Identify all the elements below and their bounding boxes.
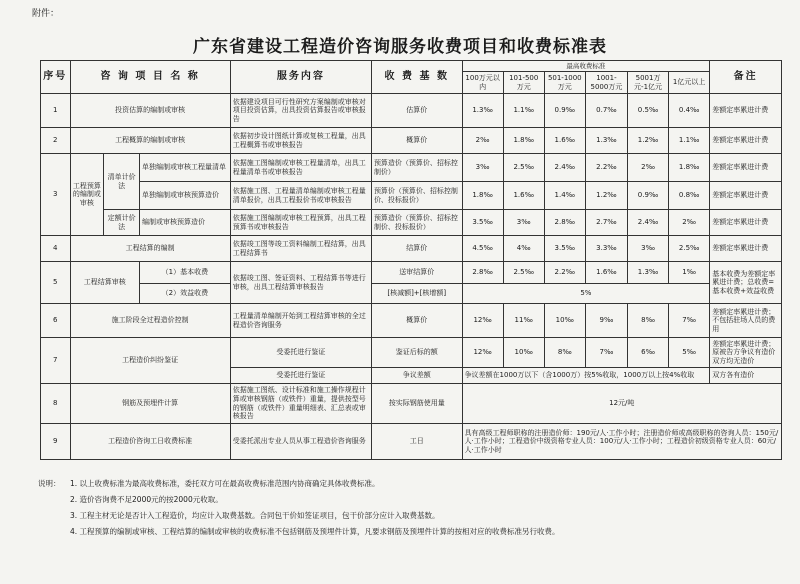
row-base: [核减额]+[核增额] [371, 284, 462, 304]
row-service: 依据施工图纸、设计标准和施工操作规程计算或审核钢筋（或铁件）重量，提供按型号的钢筋（或铁件）重量明细表、汇总表或审核报告 [230, 384, 371, 424]
row-no: 1 [41, 94, 71, 128]
rate-cell: 10‰ [503, 338, 544, 368]
rate-cell: 4‰ [503, 236, 544, 262]
rate-cell: 0.9‰ [544, 94, 585, 128]
header-bracket: 100万元以内 [462, 72, 503, 94]
rate-cell: 2.8‰ [544, 210, 585, 236]
row-sub-label: （2）效益收费 [140, 284, 231, 304]
row-service: 依据建设项目可行性研究方案编制或审核对项目投资估算，出具投资估算报告或审核报告 [230, 94, 371, 128]
rate-cell: 1.3‰ [585, 128, 627, 154]
rate-cell: 2‰ [462, 128, 503, 154]
header-max-rate: 最高收费标准 [462, 61, 710, 72]
note-line: 2. 造价咨询费不足2000元的按2000元收取。 [70, 495, 223, 504]
rate-cell: 1.8‰ [669, 154, 710, 182]
table-row [41, 262, 782, 284]
table-row [41, 236, 782, 262]
row-remark: 差额定率累进计费；不包括驻场人员的费用 [710, 304, 782, 338]
row-service: 受委托派出专业人员从事工程造价咨询服务 [230, 424, 371, 460]
table-row [41, 284, 782, 304]
rate-cell: 1.1‰ [669, 128, 710, 154]
rate-cell: 12‰ [462, 304, 503, 338]
row-sub-label: 定额计价法 [104, 210, 140, 236]
table-row [41, 338, 782, 368]
rate-cell: 5% [462, 284, 710, 304]
table-row [41, 424, 782, 460]
rate-cell: 1.6‰ [585, 262, 627, 284]
fee-standard-table [40, 60, 782, 460]
rate-cell: 3.3‰ [585, 236, 627, 262]
row-service: 依据施工图、工程量清单编制或审核工程量清单报价，出具工程报价书或审核报告 [230, 182, 371, 210]
rate-cell: 12‰ [462, 338, 503, 368]
table-row [41, 128, 782, 154]
rate-cell: 12元/吨 [462, 384, 781, 424]
rate-cell: 7‰ [669, 304, 710, 338]
row-no: 7 [41, 338, 71, 384]
rate-cell: 2.5‰ [669, 236, 710, 262]
header-bracket: 5001万元-1亿元 [628, 72, 669, 94]
rate-cell: 2‰ [628, 154, 669, 182]
rate-cell: 2‰ [669, 210, 710, 236]
note-line: 3. 工程主材无论是否计入工程造价，均应计入取费基数。合同包干价如签证项目，包干价部分应计入取费基数。 [70, 511, 440, 520]
rate-cell: 4.5‰ [462, 236, 503, 262]
notes-label: 说明： [38, 479, 61, 488]
rate-cell: 3.5‰ [462, 210, 503, 236]
row-base: 概算价 [371, 304, 462, 338]
rate-cell: 2.2‰ [544, 262, 585, 284]
rate-cell: 3‰ [628, 236, 669, 262]
row-remark: 差额定率累进计费 [710, 210, 782, 236]
attachment-label: 附件： [32, 9, 60, 19]
rate-cell: 0.8‰ [669, 182, 710, 210]
rate-cell: 6‰ [628, 338, 669, 368]
row-group-label: 工程预算的编制或审核 [70, 154, 104, 236]
header-remark: 备注 [710, 61, 782, 94]
note-line: 1. 以上收费标准为最高收费标准，委托双方可在最高收费标准范围内协商确定具体收费标准。 [70, 479, 380, 488]
rate-cell: 具有高级工程师职称的注册造价师：190元/人·工作小时；注册造价师或高级职称的咨询人员：150元/人·工作小时；工程造价中级资格专业人员：100元/人·工作小时；工程造价初级资格专业人员：60元/人·工作小时 [462, 424, 781, 460]
rate-cell: 1.4‰ [544, 182, 585, 210]
row-remark: 基本收费为差额定率累进计费；总收费=基本收费+效益收费 [710, 262, 782, 304]
header-bracket: 101-500万元 [503, 72, 544, 94]
rate-cell: 3‰ [462, 154, 503, 182]
row-service: 依据施工图编制或审核工程量清单，出具工程量清单书或审核报告 [230, 154, 371, 182]
note-line: 4. 工程预算的编制或审核、工程结算的编制或审核的收费标准不包括钢筋及预埋件计算，凡要求钢筋及预埋件计算的按相对应的收费标准另行收费。 [70, 527, 560, 536]
rate-cell: 8‰ [628, 304, 669, 338]
row-item-name: 单独编制或审核工程量清单 [140, 154, 231, 182]
row-base: 鉴证后标的额 [371, 338, 462, 368]
row-item-name: 钢筋及预埋件计算 [70, 384, 230, 424]
rate-cell: 0.5‰ [628, 94, 669, 128]
row-no: 2 [41, 128, 71, 154]
row-item-name: 工程造价咨询工日收费标准 [70, 424, 230, 460]
row-service: 依据施工图编制或审核工程预算，出具工程预算书或审核报告 [230, 210, 371, 236]
row-item-name: 投资估算的编制或审核 [70, 94, 230, 128]
rate-cell: 1.8‰ [462, 182, 503, 210]
row-remark: 差额定率累进计费 [710, 128, 782, 154]
rate-cell: 0.7‰ [585, 94, 627, 128]
rate-cell: 1.6‰ [503, 182, 544, 210]
row-base: 按实际钢筋使用量 [371, 384, 462, 424]
row-remark: 差额定率累进计费 [710, 182, 782, 210]
row-no: 8 [41, 384, 71, 424]
header-base: 收 费 基 数 [371, 61, 462, 94]
row-item-name: 单独编制或审核预算造价 [140, 182, 231, 210]
rate-cell: 1.6‰ [544, 128, 585, 154]
rate-cell: 5‰ [669, 338, 710, 368]
row-service: 依据初步设计图纸计算或复核工程量，出具工程概算书或审核报告 [230, 128, 371, 154]
rate-cell: 1.3‰ [462, 94, 503, 128]
row-item-name: 工程概算的编制或审核 [70, 128, 230, 154]
row-item-name: 工程造价纠纷鉴证 [70, 338, 230, 384]
rate-cell: 1.2‰ [585, 182, 627, 210]
row-no: 4 [41, 236, 71, 262]
rate-cell: 10‰ [544, 304, 585, 338]
page-title: 广东省建设工程造价咨询服务收费项目和收费标准表 [193, 37, 607, 57]
header-bracket: 1亿元以上 [669, 72, 710, 94]
row-service: 依据竣工图等竣工资料编制工程结算，出具工程结算书 [230, 236, 371, 262]
header-bracket: 1001-5000万元 [585, 72, 627, 94]
row-base: 概算价 [371, 128, 462, 154]
rate-cell: 2.8‰ [462, 262, 503, 284]
table-row [41, 304, 782, 338]
row-no: 3 [41, 154, 71, 236]
rate-cell: 2.4‰ [628, 210, 669, 236]
table-row [41, 94, 782, 128]
row-base: 争议差额 [371, 368, 462, 384]
row-base: 送审结算价 [371, 262, 462, 284]
rate-cell: 1.1‰ [503, 94, 544, 128]
row-remark: 差额定率累进计费 [710, 94, 782, 128]
rate-cell: 2.5‰ [503, 262, 544, 284]
row-service: 依据竣工图、签证资料、工程结算书等进行审核，出具工程结算审核报告 [230, 262, 371, 304]
row-base: 结算价 [371, 236, 462, 262]
row-sub-label: 清单计价法 [104, 154, 140, 210]
table-row [41, 182, 782, 210]
table-row [41, 384, 782, 424]
rate-cell: 1‰ [669, 262, 710, 284]
row-no: 9 [41, 424, 71, 460]
rate-cell: 3‰ [503, 210, 544, 236]
row-base: 估算价 [371, 94, 462, 128]
rate-cell: 2.4‰ [544, 154, 585, 182]
row-remark: 差额定率累进计费 [710, 236, 782, 262]
row-no: 6 [41, 304, 71, 338]
rate-cell: 9‰ [585, 304, 627, 338]
rate-cell: 2.5‰ [503, 154, 544, 182]
rate-cell: 1.2‰ [628, 128, 669, 154]
header-item-name: 咨 询 项 目 名 称 [70, 61, 230, 94]
rate-cell: 1.3‰ [628, 262, 669, 284]
header-bracket: 501-1000万元 [544, 72, 585, 94]
rate-cell: 8‰ [544, 338, 585, 368]
row-item-name: 编制或审核预算造价 [140, 210, 231, 236]
row-item-name: 工程结算审核 [70, 262, 140, 304]
rate-cell: 2.2‰ [585, 154, 627, 182]
row-sub-label: （1）基本收费 [140, 262, 231, 284]
row-base: 预算造价（预算价、招标控制价） [371, 154, 462, 182]
rate-cell: 11‰ [503, 304, 544, 338]
row-no: 5 [41, 262, 71, 304]
header-service: 服务内容 [230, 61, 371, 94]
row-base: 工日 [371, 424, 462, 460]
row-remark: 双方各有造价 [710, 368, 782, 384]
row-service: 受委托进行鉴证 [230, 368, 371, 384]
rate-cell: 2.7‰ [585, 210, 627, 236]
row-remark: 差额定率累进计费 [710, 154, 782, 182]
table-row [41, 154, 782, 182]
table-row [41, 210, 782, 236]
row-service: 工程量清单编制开始到工程结算审核的全过程造价咨询服务 [230, 304, 371, 338]
header-seq: 序号 [41, 61, 71, 94]
rate-cell: 0.9‰ [628, 182, 669, 210]
row-item-name: 施工阶段全过程造价控制 [70, 304, 230, 338]
row-base: 预算造价（预算价、招标控制价、投标报价） [371, 210, 462, 236]
row-service: 受委托进行鉴证 [230, 338, 371, 368]
row-item-name: 工程结算的编制 [70, 236, 230, 262]
row-remark: 差额定率累进计费；原被告方争议有造价双方均无造价 [710, 338, 782, 368]
notes [38, 476, 778, 540]
rate-cell: 0.4‰ [669, 94, 710, 128]
rate-cell: 7‰ [585, 338, 627, 368]
rate-cell: 1.8‰ [503, 128, 544, 154]
rate-cell: 3.5‰ [544, 236, 585, 262]
rate-cell: 争议差额在1000万以下（含1000万）按5%收取，1000万以上按4%收取 [462, 368, 710, 384]
row-base: 预算价（预算价、招标控制价、投标报价） [371, 182, 462, 210]
